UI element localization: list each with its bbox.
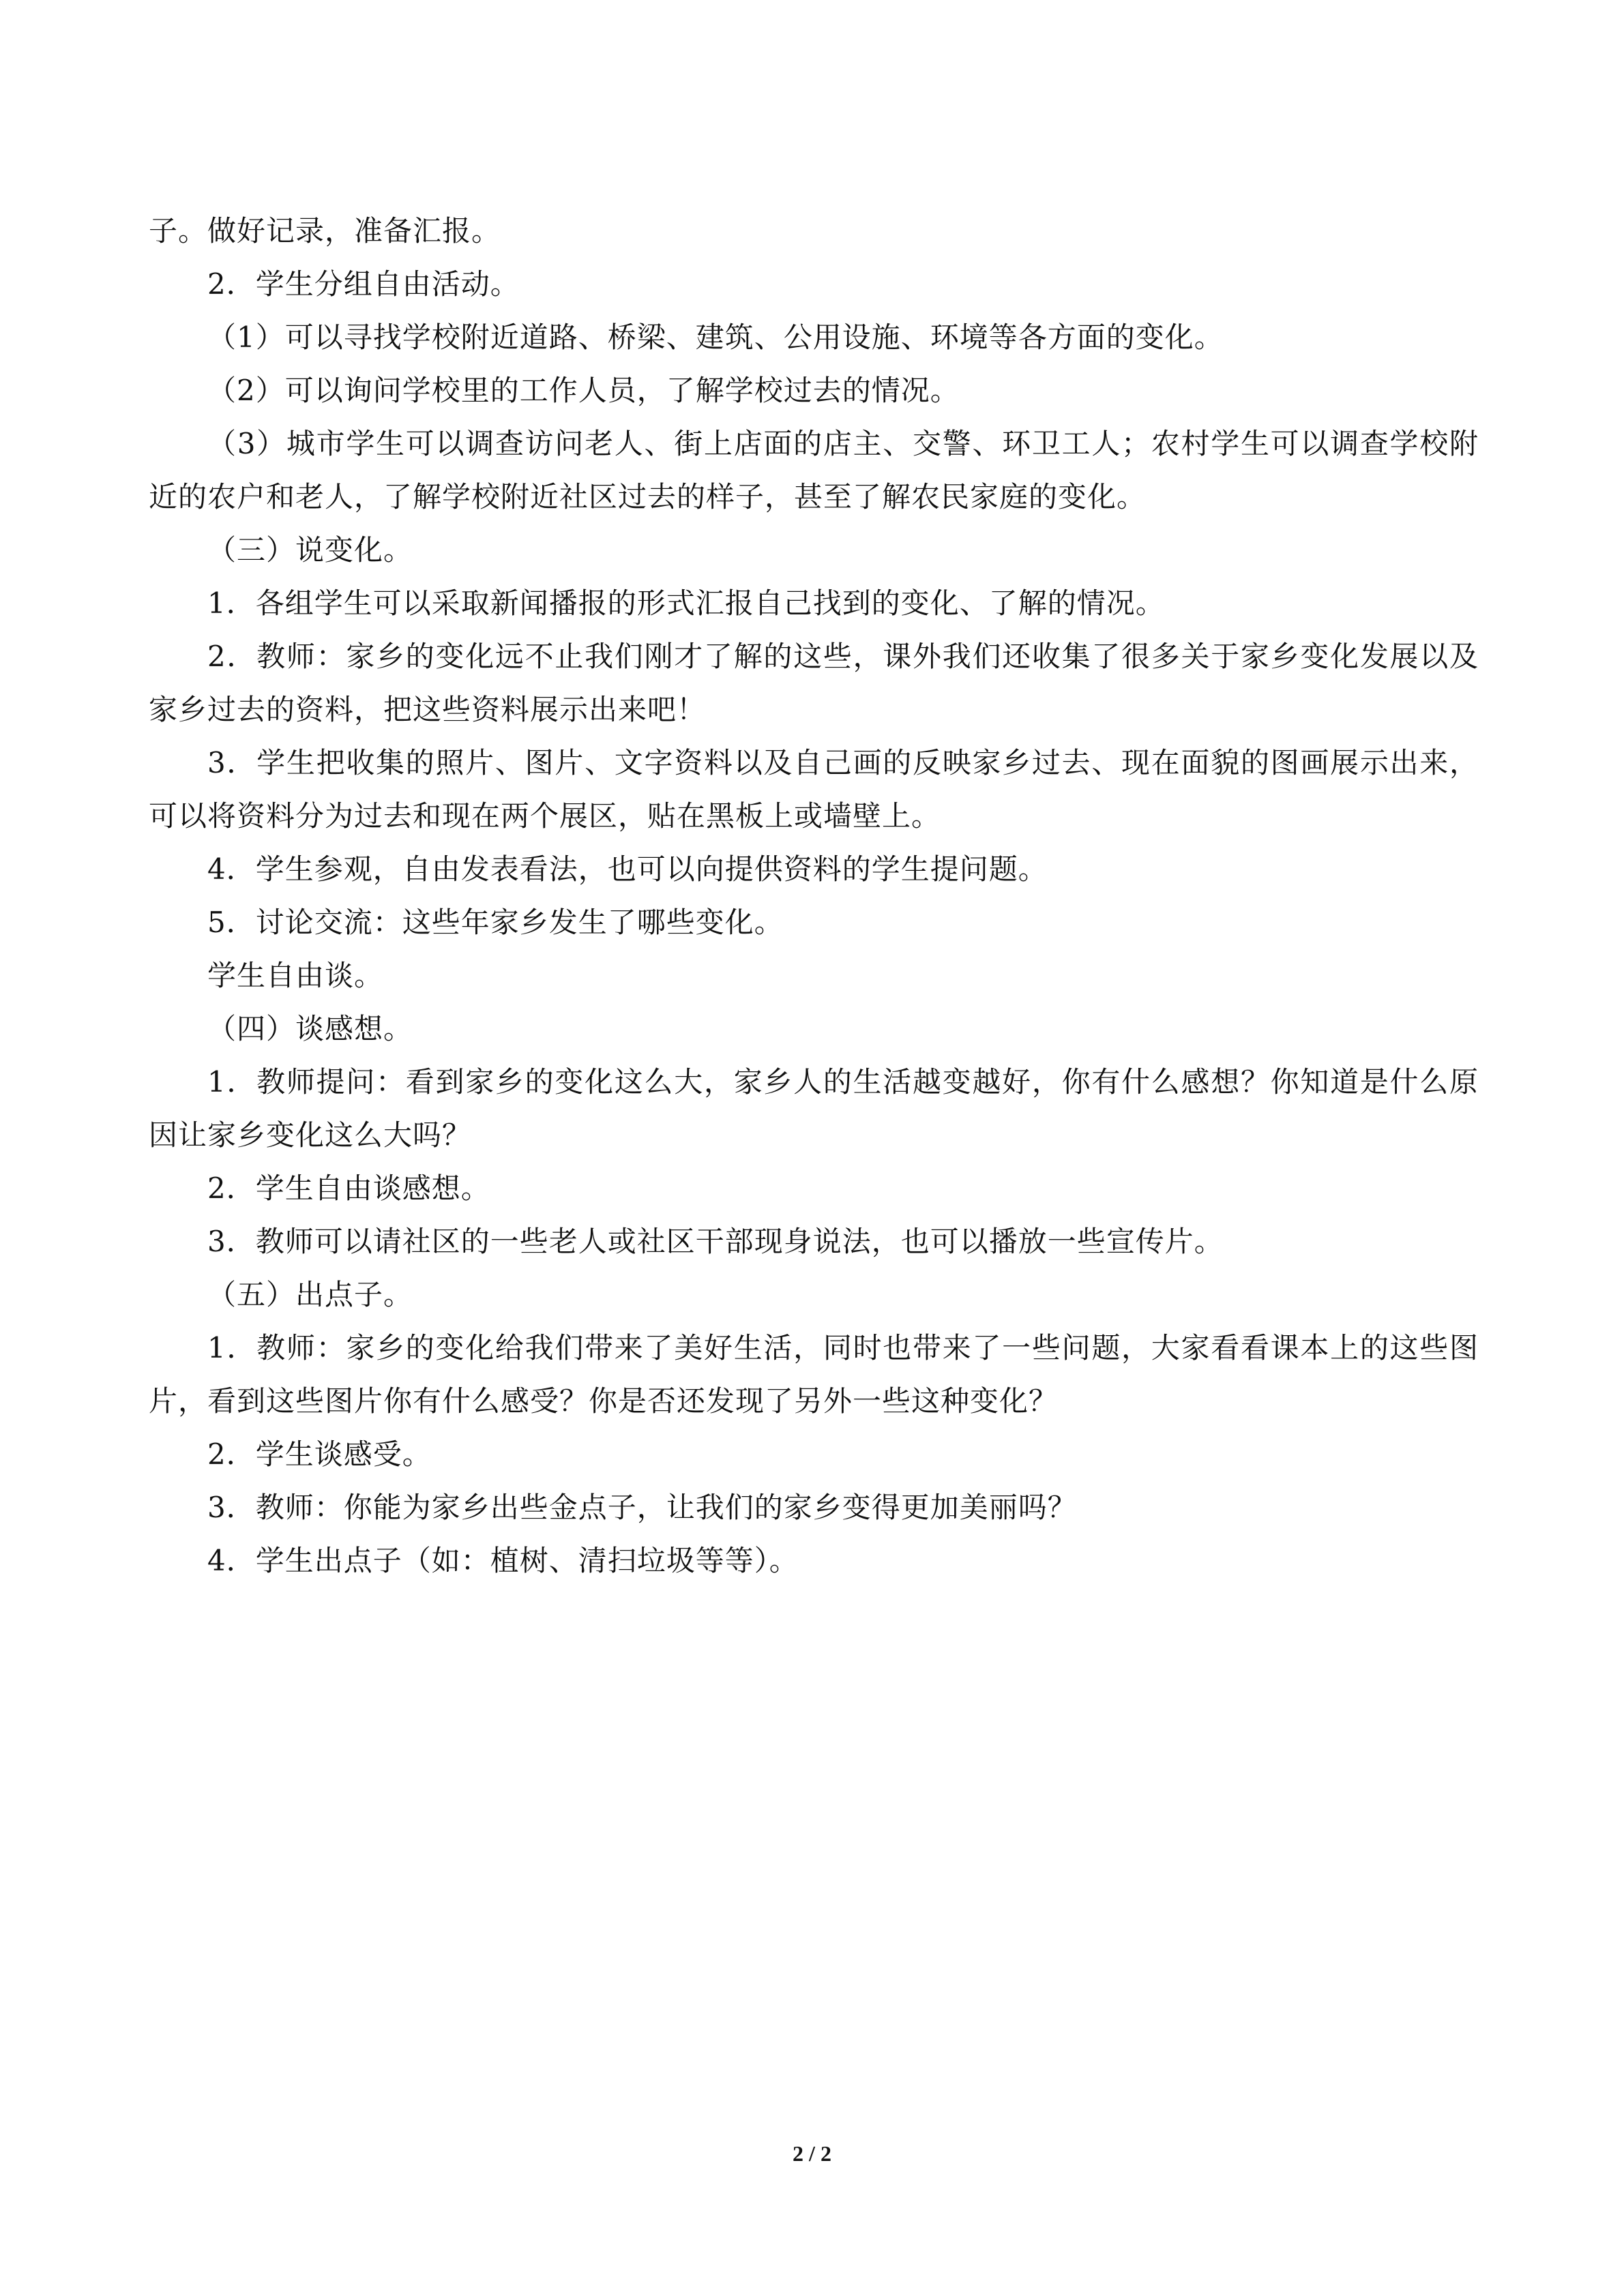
- paragraph: 子。做好记录，准备汇报。: [149, 214, 501, 248]
- section-heading: （五）出点子。: [207, 1278, 413, 1311]
- page-number: 2 / 2: [793, 2141, 831, 2166]
- paragraph: （1）可以寻找学校附近道路、桥梁、建筑、公用设施、环境等各方面的变化。: [207, 320, 1224, 354]
- paragraph: 5．讨论交流：这些年家乡发生了哪些变化。: [207, 906, 784, 939]
- paragraph: 2．学生自由谈感想。: [207, 1172, 490, 1205]
- paragraph: 2．学生谈感受。: [207, 1437, 432, 1471]
- paragraph: 4．学生参观，自由发表看法，也可以向提供资料的学生提问题。: [207, 852, 1048, 886]
- paragraph: （2）可以询问学校里的工作人员，了解学校过去的情况。: [207, 374, 960, 407]
- paragraph: 3．教师：你能为家乡出些金点子，让我们的家乡变得更加美丽吗？: [207, 1491, 1077, 1524]
- paragraph: （3）城市学生可以调查访问老人、街上店面的店主、交警、环卫工人；农村学生可以调查学校附近的农户和老人，了解学校附近社区过去的样子，甚至了解农民家庭的变化。: [149, 427, 1479, 513]
- paragraph: 学生自由谈。: [207, 959, 384, 992]
- paragraph: 4．学生出点子（如：植树、清扫垃圾等等）。: [207, 1544, 799, 1577]
- paragraph: 1．教师提问：看到家乡的变化这么大，家乡人的生活越变越好，你有什么感想？你知道是什么原因让家乡变化这么大吗？: [149, 1065, 1479, 1152]
- document-body: [149, 205, 1479, 1587]
- section-heading: （四）谈感想。: [207, 1012, 413, 1045]
- paragraph: 2．教师：家乡的变化远不止我们刚才了解的这些，课外我们还收集了很多关于家乡变化发展以及家乡过去的资料，把这些资料展示出来吧！: [149, 640, 1479, 726]
- paragraph: 1．各组学生可以采取新闻播报的形式汇报自己找到的变化、了解的情况。: [207, 586, 1165, 620]
- paragraph: 1．教师：家乡的变化给我们带来了美好生活，同时也带来了一些问题，大家看看课本上的这些图片，看到这些图片你有什么感受？你是否还发现了另外一些这种变化？: [149, 1331, 1479, 1418]
- paragraph: 3．学生把收集的照片、图片、文字资料以及自己画的反映家乡过去、现在面貌的图画展示出来，可以将资料分为过去和现在两个展区，贴在黑板上或墙壁上。: [149, 746, 1479, 833]
- paragraph: 3．教师可以请社区的一些老人或社区干部现身说法，也可以播放一些宣传片。: [207, 1225, 1224, 1258]
- paragraph: 2．学生分组自由活动。: [207, 267, 520, 301]
- section-heading: （三）说变化。: [207, 533, 413, 567]
